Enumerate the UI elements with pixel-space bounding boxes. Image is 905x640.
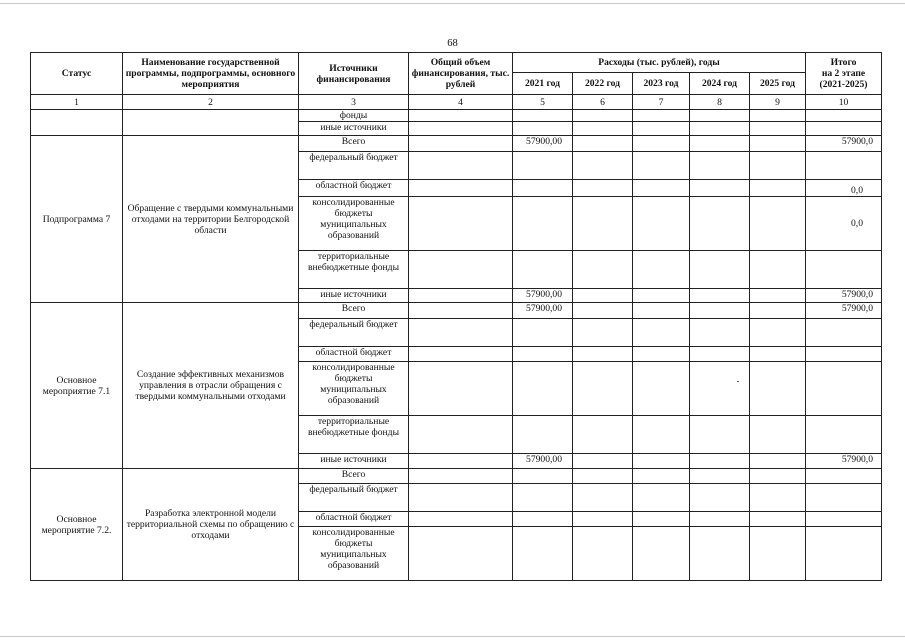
value-total: 57900,0	[806, 454, 882, 469]
source-label: консолидированные бюджеты муниципальных образований	[299, 362, 409, 416]
value-total: 57900,0	[806, 136, 882, 152]
source-label: федеральный бюджет	[299, 484, 409, 512]
column-number: 7	[633, 95, 690, 110]
source-label: Всего	[299, 136, 409, 152]
value-total: 57900,0	[806, 289, 882, 303]
header-year-2022: 2022 год	[573, 73, 633, 95]
program-name-cell: Обращение с твердыми коммунальными отходами на территории Белгородской области	[123, 136, 299, 303]
source-label: областной бюджет	[299, 180, 409, 197]
column-number: 10	[806, 95, 882, 110]
source-label: территориальные внебюджетные фонды	[299, 416, 409, 454]
value-2021: 57900,00	[513, 289, 573, 303]
column-number: 8	[690, 95, 750, 110]
cell-empty	[123, 110, 299, 136]
scan-edge-bottom	[0, 636, 905, 637]
column-number: 1	[31, 95, 123, 110]
header-total-volume: Общий объем финансирования, тыс. рублей	[409, 53, 513, 95]
column-number: 5	[513, 95, 573, 110]
source-label: иные источники	[299, 289, 409, 303]
header-program-name: Наименование государственной программы, подпрограммы, основного мероприятия	[123, 53, 299, 95]
value-total: 57900,0	[806, 303, 882, 319]
value-2021: 57900,00	[513, 303, 573, 319]
header-total-stage-line2: на 2 этапе (2021-2025)	[819, 68, 868, 90]
source-label: территориальные внебюджетные фонды	[299, 251, 409, 289]
header-year-2023: 2023 год	[633, 73, 690, 95]
program-name-cell: Разработка электронной модели территориальной схемы по обращению с отходами	[123, 469, 299, 581]
header-year-2024: 2024 год	[690, 73, 750, 95]
column-number: 4	[409, 95, 513, 110]
header-year-2025: 2025 год	[750, 73, 806, 95]
source-label: фонды	[299, 110, 409, 122]
source-label: областной бюджет	[299, 512, 409, 527]
scan-speck	[737, 381, 739, 382]
column-number: 9	[750, 95, 806, 110]
value-2021: 57900,00	[513, 136, 573, 152]
source-label: федеральный бюджет	[299, 319, 409, 347]
scan-edge-top	[0, 3, 905, 4]
column-number: 2	[123, 95, 299, 110]
source-label: федеральный бюджет	[299, 152, 409, 180]
value-total: 0,0	[806, 197, 882, 251]
header-total-stage-line1: Итого	[830, 57, 857, 68]
source-label: Всего	[299, 469, 409, 484]
value-2021: 57900,00	[513, 454, 573, 469]
column-number: 6	[573, 95, 633, 110]
header-sources: Источники финансирования	[299, 53, 409, 95]
source-label: иные источники	[299, 454, 409, 469]
column-number: 3	[299, 95, 409, 110]
header-year-2021: 2021 год	[513, 73, 573, 95]
source-label: Всего	[299, 303, 409, 319]
status-cell: Подпрограмма 7	[31, 136, 123, 303]
source-label: областной бюджет	[299, 347, 409, 362]
header-expenses: Расходы (тыс. рублей), годы	[513, 53, 806, 73]
page-number: 68	[447, 38, 458, 49]
source-label: консолидированные бюджеты муниципальных образований	[299, 197, 409, 251]
table-row	[31, 303, 882, 319]
status-cell: Основное мероприятие 7.1	[31, 303, 123, 469]
budget-table	[30, 52, 882, 581]
table-row	[31, 469, 882, 484]
status-cell: Основное мероприятие 7.2.	[31, 469, 123, 581]
source-label: иные источники	[299, 122, 409, 136]
header-total-stage	[806, 53, 882, 95]
table-row	[31, 110, 882, 122]
source-label: консолидированные бюджеты муниципальных образований	[299, 527, 409, 581]
program-name-cell: Создание эффективных механизмов управления в отрасли обращения с твердыми коммунальными отходами	[123, 303, 299, 469]
header-status: Статус	[31, 53, 123, 95]
table-row	[31, 136, 882, 152]
cell-empty	[31, 110, 123, 136]
value-total: 0,0	[806, 180, 882, 197]
